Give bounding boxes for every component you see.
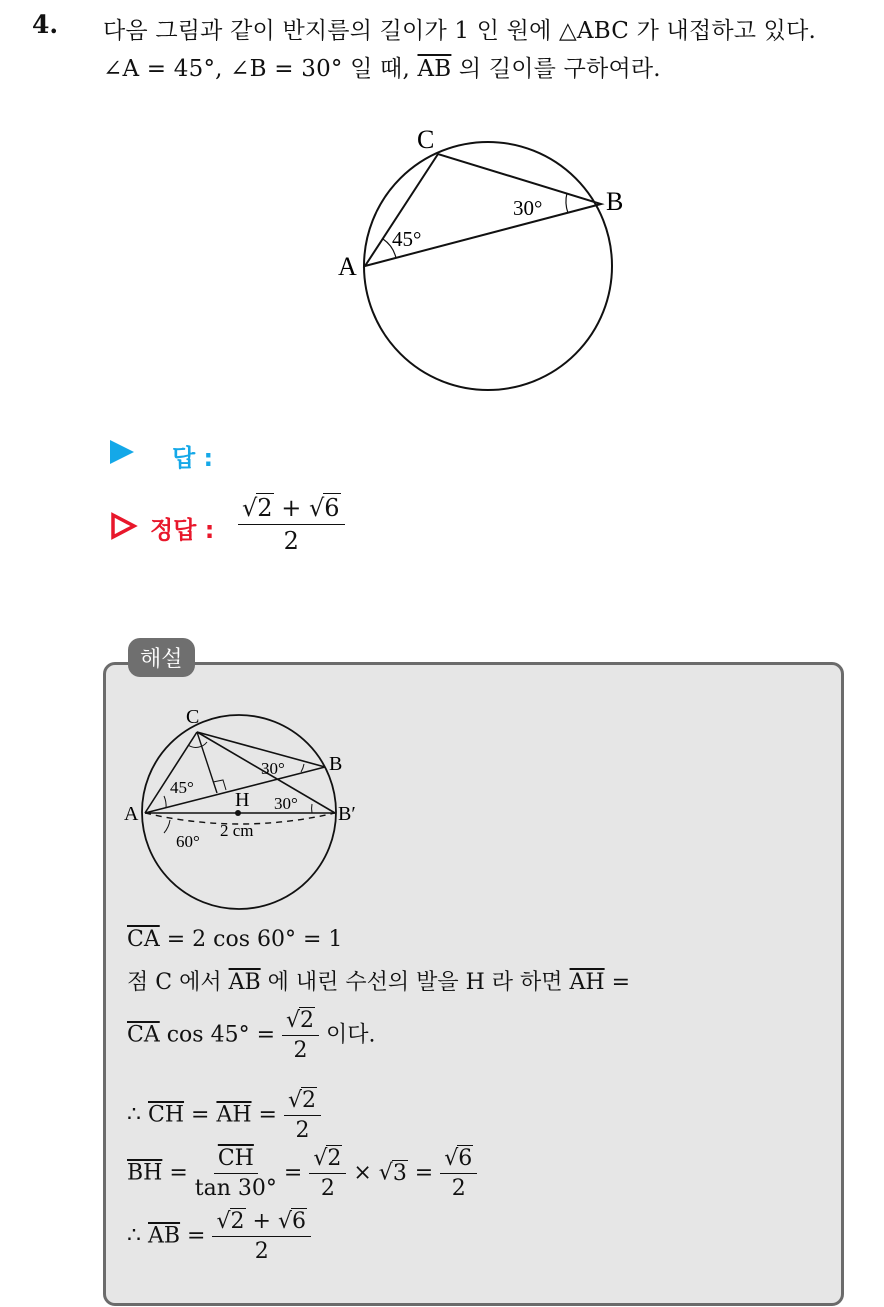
sol-angle-30-lower: 30° [274, 794, 298, 813]
solution-line-2: 점 C 에서 $\overline{AB}$ 에 내린 수선의 발을 H 라 하면 $\overline{AH}$ = [127, 970, 631, 995]
question-line-2: ∠A = 45°, ∠B = 30° 일 때, $\overline{AB}$ 의 길이를 구하여라. [103, 56, 661, 82]
solution-line-4: ∴ $\overline{CH} = \overline{AH}$ = $\frac{√2}{2}$ [127, 1088, 321, 1143]
answer-arrow-icon [110, 440, 134, 464]
question-line-1: 다음 그림과 같이 반지름의 길이가 1 인 원에 △ABC 가 내접하고 있다. [103, 18, 817, 44]
answer-label: 답 : [172, 444, 214, 472]
sol-angle-60: 60° [176, 832, 200, 851]
angle-arc-b [566, 193, 568, 213]
question-number: 4. [32, 10, 59, 39]
sol-label-a: A [124, 803, 139, 825]
triangle-circle-figure [330, 118, 630, 398]
correct-answer-value: $\frac{√2 + √6}{2}$ [238, 494, 345, 555]
solution-line-5: $\overline{BH}$ = $\frac{\overline{CH}}{\tan 30^\circ}$ = $\frac{√2}{2}$ × √3 = $\frac{√6}{2}$ [127, 1146, 477, 1201]
solution-tag: 해설 [128, 638, 195, 677]
sol-label-c: C [186, 706, 200, 728]
solution-line-6: ∴ $\overline{AB}$ = $\frac{√2 + √6}{2}$ [127, 1209, 311, 1264]
sol-distance: 2 cm [220, 821, 254, 840]
angle-a-label: 45° [392, 227, 422, 251]
label-a: A [338, 252, 357, 281]
solution-figure [118, 700, 378, 910]
correct-answer-label: 정답 : [150, 516, 215, 544]
sol-angle-30-upper: 30° [261, 759, 285, 778]
sol-label-h: H [235, 789, 250, 811]
label-c: C [417, 125, 435, 154]
correct-answer-arrow-icon [110, 512, 138, 540]
label-b: B [606, 187, 624, 216]
solution-line-3: $\overline{CA}$ cos 45° = $\frac{√2}{2}$ 이다. [127, 1008, 376, 1063]
angle-b-label: 30° [513, 196, 543, 220]
sol-angle-45: 45° [170, 778, 194, 797]
solution-line-1: $\overline{CA} = 2$ cos 60° = 1 [127, 927, 343, 952]
sol-label-b: B [329, 753, 343, 775]
segment-ab: $\overline{AB}$ [417, 56, 452, 82]
circumcircle [364, 142, 612, 390]
sol-label-bprime: B′ [338, 803, 356, 825]
